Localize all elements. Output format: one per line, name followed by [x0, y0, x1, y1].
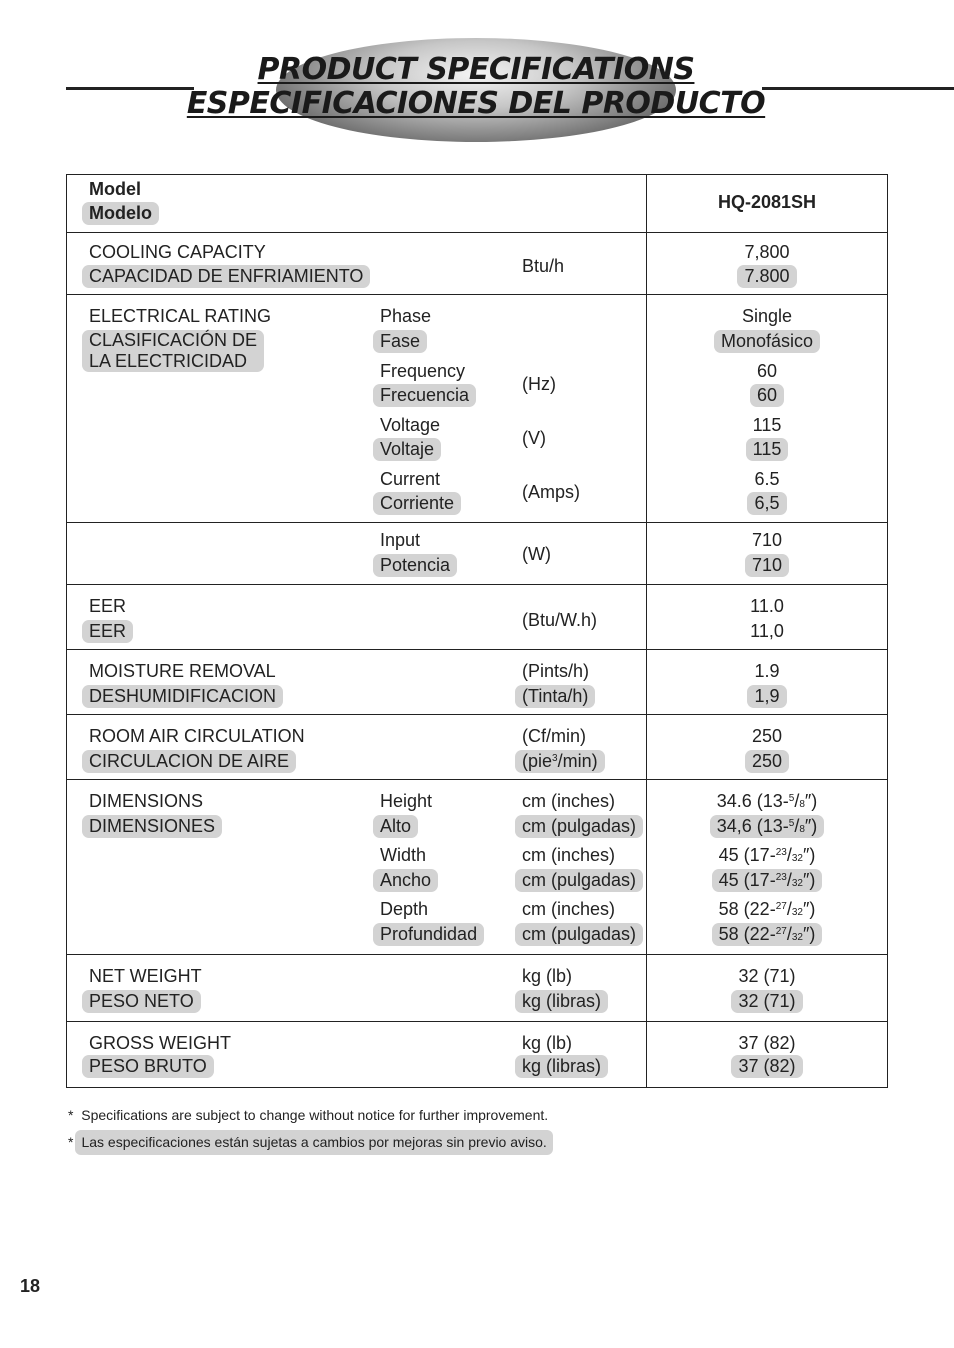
moisture-unit-en: (Pints/h): [522, 661, 590, 681]
current-label-en: Current: [380, 469, 441, 489]
input-label-en: Input: [380, 530, 421, 550]
depth-unit-en: cm (inches): [522, 899, 616, 919]
footnote-english: * Specifications are subject to change without notice for further improvement.: [68, 1107, 549, 1123]
voltage-label-en: Voltage: [380, 415, 441, 435]
net-weight-unit-es: kg (libras): [515, 990, 608, 1013]
gross-weight-unit-en: kg (lb): [522, 1033, 573, 1053]
row-net-weight: [67, 954, 887, 1021]
model-label-en: Model: [89, 179, 141, 199]
air-value-en: 250: [751, 726, 783, 746]
height-unit-es: cm (pulgadas): [515, 815, 643, 838]
gross-weight-value-en: 37 (82): [738, 1033, 796, 1053]
phase-value-es: Monofásico: [714, 330, 820, 353]
model-label-es: Modelo: [82, 202, 159, 225]
cooling-label-en: COOLING CAPACITY: [89, 242, 266, 262]
dimensions-label-es: DIMENSIONES: [82, 815, 222, 838]
cooling-label-es: CAPACIDAD DE ENFRIAMIENTO: [82, 265, 370, 288]
row-eer: [67, 584, 887, 649]
voltage-value-en: 115: [752, 415, 782, 435]
depth-label-es: Profundidad: [373, 923, 484, 946]
row-input-power: [67, 522, 887, 584]
air-value-es: 250: [745, 750, 789, 773]
page-title-english: PRODUCT SPECIFICATIONS: [257, 52, 695, 87]
eer-value-en: 11.0: [750, 596, 784, 616]
frequency-value-es: 60: [750, 384, 784, 407]
frequency-label-es: Frecuencia: [373, 384, 476, 407]
row-gross-weight: [67, 1021, 887, 1087]
phase-label-en: Phase: [380, 306, 432, 326]
row-moisture-removal: [67, 649, 887, 714]
depth-value-es: 58 (22-$^{27}$/32″): [712, 923, 823, 946]
cooling-value-en: 7,800: [744, 242, 790, 262]
net-weight-value-en: 32 (71): [738, 966, 796, 986]
dimensions-label-en: DIMENSIONS: [89, 791, 204, 811]
frequency-label-en: Frequency: [380, 361, 466, 381]
depth-unit-es: cm (pulgadas): [515, 923, 643, 946]
row-dimensions: [67, 779, 887, 954]
input-unit: (W): [522, 544, 551, 564]
moisture-label-en: MOISTURE REMOVAL: [89, 661, 276, 681]
input-label-es: Potencia: [373, 554, 457, 577]
voltage-value-es: 115: [746, 438, 789, 461]
row-model: [67, 175, 887, 232]
depth-label-en: Depth: [380, 899, 429, 919]
eer-label-en: EER: [89, 596, 127, 616]
electrical-label-en: ELECTRICAL RATING: [89, 306, 272, 326]
width-unit-es: cm (pulgadas): [515, 869, 643, 892]
frequency-value-en: 60: [756, 361, 778, 381]
current-label-es: Corriente: [373, 492, 461, 515]
air-label-es: CIRCULACION DE AIRE: [82, 750, 296, 773]
row-cooling-capacity: [67, 232, 887, 294]
row-electrical-rating: [67, 294, 887, 522]
page-title-spanish: ESPECIFICACIONES DEL PRODUCTO: [186, 86, 766, 121]
phase-value-en: Single: [741, 306, 793, 326]
eer-label-es: EER: [82, 620, 133, 643]
voltage-label-es: Voltaje: [373, 438, 441, 461]
current-value-es: 6,5: [747, 492, 786, 515]
width-unit-en: cm (inches): [522, 845, 616, 865]
air-unit-en: (Cf/min): [522, 726, 586, 746]
current-unit: (Amps): [522, 482, 580, 502]
air-label-en: ROOM AIR CIRCULATION: [89, 726, 305, 746]
net-weight-label-en: NET WEIGHT: [89, 966, 202, 986]
moisture-value-es: 1,9: [747, 685, 786, 708]
height-value-es: 34,6 (13-$^5$/8″): [710, 815, 825, 838]
gross-weight-value-es: 37 (82): [731, 1055, 802, 1078]
frequency-unit: (Hz): [522, 374, 556, 394]
cooling-value-es: 7.800: [737, 265, 796, 288]
gross-weight-label-es: PESO BRUTO: [82, 1055, 214, 1078]
gross-weight-unit-es: kg (libras): [515, 1055, 608, 1078]
net-weight-value-es: 32 (71): [731, 990, 802, 1013]
row-air-circulation: [67, 714, 887, 779]
cooling-unit: Btu/h: [522, 256, 565, 276]
depth-value-en: 58 (22-$^{27}$/32″): [718, 899, 816, 919]
width-label-en: Width: [380, 845, 427, 865]
width-label-es: Ancho: [373, 869, 438, 892]
input-value-en: 710: [751, 530, 783, 550]
height-unit-en: cm (inches): [522, 791, 616, 811]
voltage-unit: (V): [522, 428, 546, 448]
page-number: 18: [20, 1276, 41, 1296]
phase-label-es: Fase: [373, 330, 427, 353]
net-weight-label-es: PESO NETO: [82, 990, 201, 1013]
height-value-en: 34.6 (13-$^5$/8″): [716, 791, 818, 811]
height-label-es: Alto: [373, 815, 418, 838]
net-weight-unit-en: kg (lb): [522, 966, 573, 986]
current-value-en: 6.5: [754, 469, 780, 489]
input-value-es: 710: [745, 554, 789, 577]
model-value: HQ-2081SH: [717, 192, 817, 212]
specifications-table: [66, 174, 888, 1088]
height-label-en: Height: [380, 791, 433, 811]
moisture-label-es: DESHUMIDIFICACION: [82, 685, 283, 708]
air-unit-es: (pie$^3$/min): [515, 750, 605, 773]
electrical-label-es: CLASIFICACIÓN DE LA ELECTRICIDAD: [82, 330, 264, 372]
gross-weight-label-en: GROSS WEIGHT: [89, 1033, 232, 1053]
moisture-value-en: 1.9: [754, 661, 780, 681]
footnote-spanish: * Las especificaciones están sujetas a cambios por mejoras sin previo aviso.: [68, 1130, 553, 1155]
eer-value-es: 11,0: [750, 621, 784, 641]
width-value-en: 45 (17-$^{23}$/32″): [718, 845, 816, 865]
width-value-es: 45 (17-$^{23}$/32″): [712, 869, 823, 892]
eer-unit: (Btu/W.h): [522, 610, 598, 630]
moisture-unit-es: (Tinta/h): [515, 685, 595, 708]
